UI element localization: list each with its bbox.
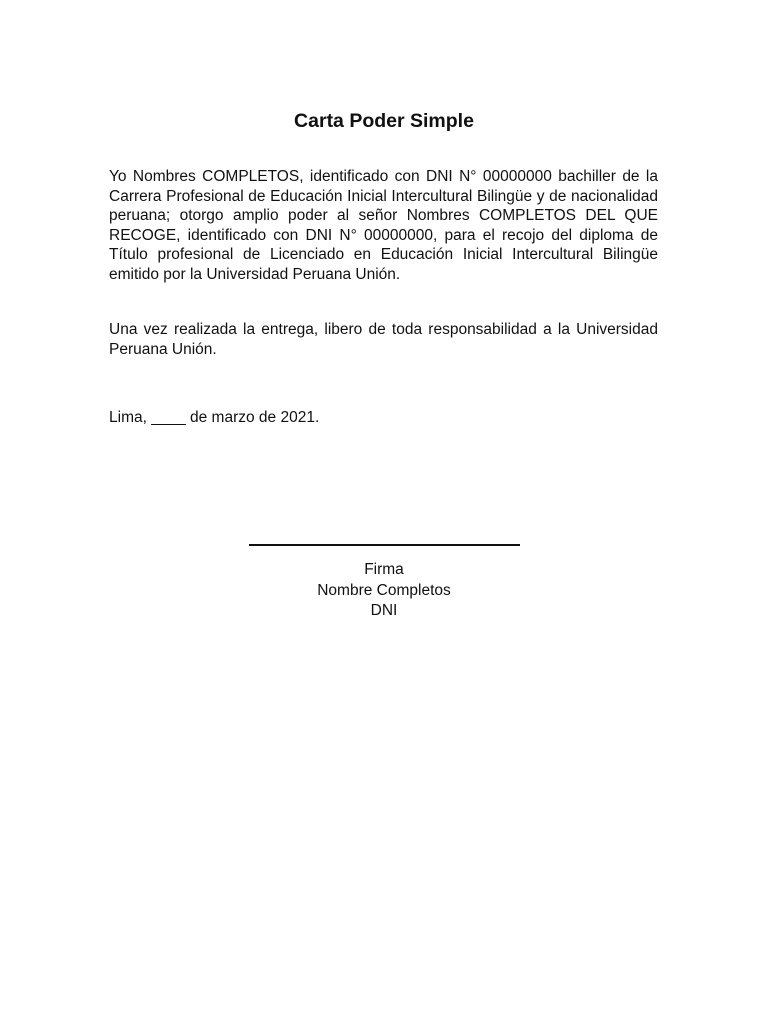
- signature-id-label: DNI: [370, 602, 398, 619]
- date-line: Lima, ____ de marzo de 2021.: [109, 409, 320, 426]
- body-paragraph-2: Una vez realizada la entrega, libero de toda responsabilidad a la Universidad Peruana Unión.: [109, 321, 658, 358]
- signature-block: [0, 528, 768, 622]
- body-paragraph-1: Yo Nombres COMPLETOS, identificado con DNI N° 00000000 bachiller de la Carrera Profesional de Educación Inicial Intercultural Bilingüe y de nacionalidad peruana; otorgo amplio poder al señor Nombres COMPLETOS DEL QUE RECOGE, identificado con DNI N° 00000000, para el recojo del diploma de Título profesional de Licenciado en Educación Inicial Intercultural Bilingüe emitido por la Universidad Peruana Unión.: [109, 168, 658, 283]
- document-title: Carta Poder Simple: [294, 110, 474, 132]
- signature-label: Firma: [364, 561, 404, 578]
- signature-name: Nombre Completos: [317, 581, 451, 599]
- signature-line: [249, 528, 520, 546]
